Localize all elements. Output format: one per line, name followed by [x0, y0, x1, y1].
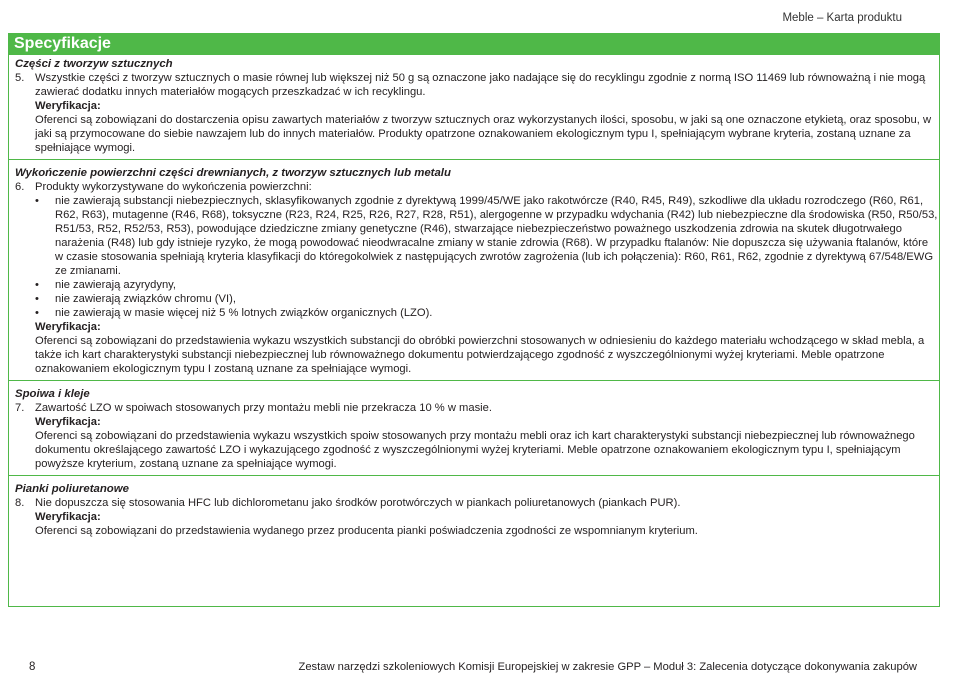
- banner-title: Specyfikacje: [14, 35, 111, 52]
- section-title: Wykończenie powierzchni części drewnianych, z tworzyw sztucznych lub metalu: [15, 167, 451, 179]
- section-surface-finishing: [9, 160, 939, 381]
- requirement: [15, 496, 939, 510]
- verification-text: Oferenci są zobowiązani do dostarczenia opisu zawartych materiałów z tworzyw sztucznych oraz wykorzystanych ilości, sposobu, w jaki są one oznaczone etykietą, oraz sposobu, w jaki są przymocowane do siebie nawzajem lub do innych materiałów. Produkty opatrzone oznakowaniem ekologicznym typu I, spełniającym wybrane kryteria, zostaną uznane za spełniające wymogi.: [35, 114, 932, 154]
- specifications-content: [8, 55, 940, 607]
- bullet-item: • nie zawierają w masie więcej niż 5 % lotnych związków organicznych (LZO).: [35, 306, 939, 320]
- verification-label: Weryfikacja:: [35, 416, 101, 428]
- requirement-text: Nie dopuszcza się stosowania HFC lub dichlorometanu jako środków porotwórczych w piankach poliuretanowych (piankach PUR).: [35, 497, 681, 509]
- bullet-item: • nie zawierają substancji niebezpiecznych, sklasyfikowanych zgodnie z dyrektywą 1999/45/WE jako rakotwórcze (R40, R45, R49), szkodliwe dla układu rozrodczego (R60, R61, R62, R63), mutagenne (R46, R68), toksyczne (R23, R24, R25, R26, R27, R28, R51), alergogenne w przypadku wdychania (R42) lub niebezpieczne dla środowiska (R50, R50/53, R51/53, R52, R52/53, R53), powodujące dziedziczne zmiany genetyczne (R46), stwarzające niebezpieczeństwo poważnego uszkodzenia zdrowia na skutek długotrwałego narażenia (R48) lub gdy istnieje ryzyko, że mogą powodować nieodwracalne zmiany w stanie zdrowia (R68). W przypadku ftalanów: Nie dopuszcza się używania ftalanów, które w czasie stosowania spełniają kryteria klasyfikacji do któregokolwiek z następujących zwrotów zagrożenia (lub ich połączenia): R60, R61, R62, zgodnie z dyrektywą 67/548/EWG ze zmianami.: [35, 194, 939, 278]
- requirement-number: 6.: [15, 181, 25, 193]
- verification-text: Oferenci są zobowiązani do przedstawienia wykazu wszystkich spoiw stosowanych przy montażu mebli oraz ich kart charakterystyki substancji niebezpiecznej lub równoważnego dokumentu określającego zawartość LZO i wykazującego zgodność z wyszczególnionymi wyżej kryteriami. Meble opatrzone oznakowaniem ekologicznym typu I, spełniającym powyższe kryterium, zostaną uznane za spełniające wymogi.: [35, 430, 915, 470]
- verification-text: Oferenci są zobowiązani do przedstawienia wykazu wszystkich substancji do obróbki powierzchni stosowanych w odniesieniu do każdego materiału wchodzącego w skład mebla, a także ich kart charakterystyki substancji niebezpiecznej lub równoważnego dokumentu potwierdzającego zgodność z wyszczególnionymi wyżej kryteriami. Meble opatrzone oznakowaniem ekologicznym typu I zostaną uznane za spełniające wymogi.: [35, 335, 925, 375]
- section-title: Pianki poliuretanowe: [15, 483, 129, 495]
- verification-text: Oferenci są zobowiązani do przedstawienia wydanego przez producenta pianki poświadczenia zgodności ze wspomnianym kryterium.: [35, 525, 698, 537]
- section-polyurethane-foams: [9, 476, 939, 542]
- bullet-item: • nie zawierają związków chromu (VI),: [35, 292, 939, 306]
- requirement-text: Produkty wykorzystywane do wykończenia powierzchni:: [35, 181, 312, 193]
- verification-label: Weryfikacja:: [35, 321, 101, 333]
- verification-label: Weryfikacja:: [35, 100, 101, 112]
- section-title: Spoiwa i kleje: [15, 388, 90, 400]
- section-plastic-parts: [9, 55, 939, 160]
- requirement-number: 5.: [15, 72, 25, 84]
- section-adhesives: [9, 381, 939, 476]
- requirement-text: Wszystkie części z tworzyw sztucznych o masie równej lub większej niż 50 g są oznaczone jako nadające się do recyklingu zgodnie z normą ISO 11469 lub równoważną i nie mogą zawierać dodatku innych materiałów mogących przeszkadzać w ich recyklingu.: [35, 72, 926, 98]
- section-title: Części z tworzyw sztucznych: [15, 58, 173, 70]
- requirement: [15, 71, 939, 99]
- page-number: 8: [29, 661, 36, 673]
- requirement: [15, 401, 939, 415]
- specifications-banner: [8, 33, 940, 55]
- footer-text: Zestaw narzędzi szkoleniowych Komisji Europejskiej w zakresie GPP – Moduł 3: Zalecenia dotyczące dokonywania zakupów: [298, 661, 917, 673]
- bullet-item: • nie zawierają azyrydyny,: [35, 278, 939, 292]
- requirement-text: Zawartość LZO w spoiwach stosowanych przy montażu mebli nie przekracza 10 % w masie.: [35, 402, 492, 414]
- requirement-bullets: [15, 194, 939, 320]
- requirement-number: 7.: [15, 402, 25, 414]
- requirement-number: 8.: [15, 497, 25, 509]
- document-label: Meble – Karta produktu: [782, 12, 902, 24]
- verification-label: Weryfikacja:: [35, 511, 101, 523]
- requirement: [15, 180, 939, 194]
